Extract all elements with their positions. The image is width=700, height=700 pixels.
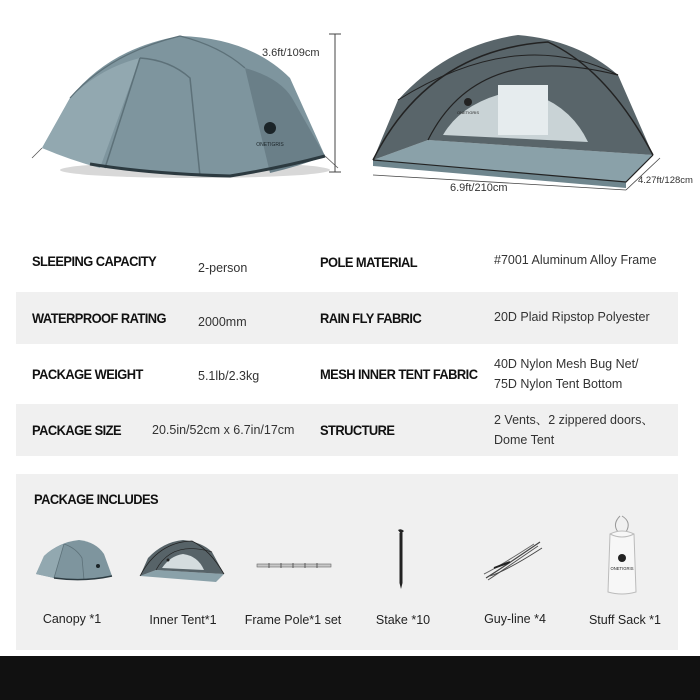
spec-value-structure-line2: Dome Tent — [494, 433, 555, 447]
package-item-label-inner-tent: Inner Tent*1 — [149, 613, 217, 627]
package-includes-title: PACKAGE INCLUDES — [34, 491, 159, 507]
frame-pole-icon — [256, 560, 332, 572]
height-dimension-line — [325, 28, 345, 178]
guy-line-icon — [482, 538, 544, 582]
inner-tent-logo: ONETIGRIS — [456, 110, 480, 115]
spec-label-rain-fly-fabric: RAIN FLY FABRIC — [320, 310, 422, 326]
canopy-logo: ONETIGRIS — [256, 142, 284, 148]
spec-value-mesh-inner-tent-fabric-line2: 75D Nylon Tent Bottom — [494, 377, 623, 391]
stuff-sack-icon — [596, 514, 648, 596]
package-item-label-frame-pole: Frame Pole*1 set — [244, 613, 342, 627]
spec-label-package-weight: PACKAGE WEIGHT — [32, 366, 143, 382]
spec-value-sleeping-capacity: 2-person — [198, 261, 248, 275]
spec-value-waterproof-rating: 2000mm — [198, 315, 247, 329]
spec-label-waterproof-rating: WATERPROOF RATING — [32, 310, 166, 326]
spec-label-sleeping-capacity: SLEEPING CAPACITY — [32, 253, 157, 269]
spec-label-mesh-inner-tent-fabric: MESH INNER TENT FABRIC — [320, 366, 478, 382]
spec-value-mesh-inner-tent-fabric-line1: 40D Nylon Mesh Bug Net/ — [494, 357, 639, 371]
package-item-label-guy-line: Guy-line *4 — [484, 612, 546, 626]
spec-label-pole-material: POLE MATERIAL — [320, 254, 418, 270]
package-item-label-stake: Stake *10 — [375, 613, 431, 627]
inner-tent-icon — [138, 538, 228, 586]
canopy-icon — [34, 538, 114, 584]
spec-value-rain-fly-fabric: 20D Plaid Ripstop Polyester — [494, 310, 650, 324]
bottom-bar — [0, 656, 700, 700]
length-dimension-label: 6.9ft/210cm — [450, 182, 508, 194]
spec-label-structure: STRUCTURE — [320, 422, 395, 438]
stuff-sack-logo: ONETIGRIS — [610, 566, 634, 571]
spec-label-package-size: PACKAGE SIZE — [32, 422, 122, 438]
spec-value-structure-line1: 2 Vents、2 zippered doors、 — [494, 413, 654, 427]
stake-icon — [394, 528, 408, 590]
package-item-label-stuff-sack: Stuff Sack *1 — [588, 613, 662, 627]
height-dimension-label: 3.6ft/109cm — [262, 47, 320, 59]
spec-value-package-weight: 5.1lb/2.3kg — [198, 369, 260, 383]
spec-value-pole-material: #7001 Aluminum Alloy Frame — [494, 253, 657, 267]
spec-value-package-size: 20.5in/52cm x 6.7in/17cm — [152, 423, 295, 437]
inner-tent-image — [368, 30, 668, 195]
width-dimension-label: 4.27ft/128cm — [638, 175, 693, 186]
package-item-label-canopy: Canopy *1 — [42, 612, 102, 626]
